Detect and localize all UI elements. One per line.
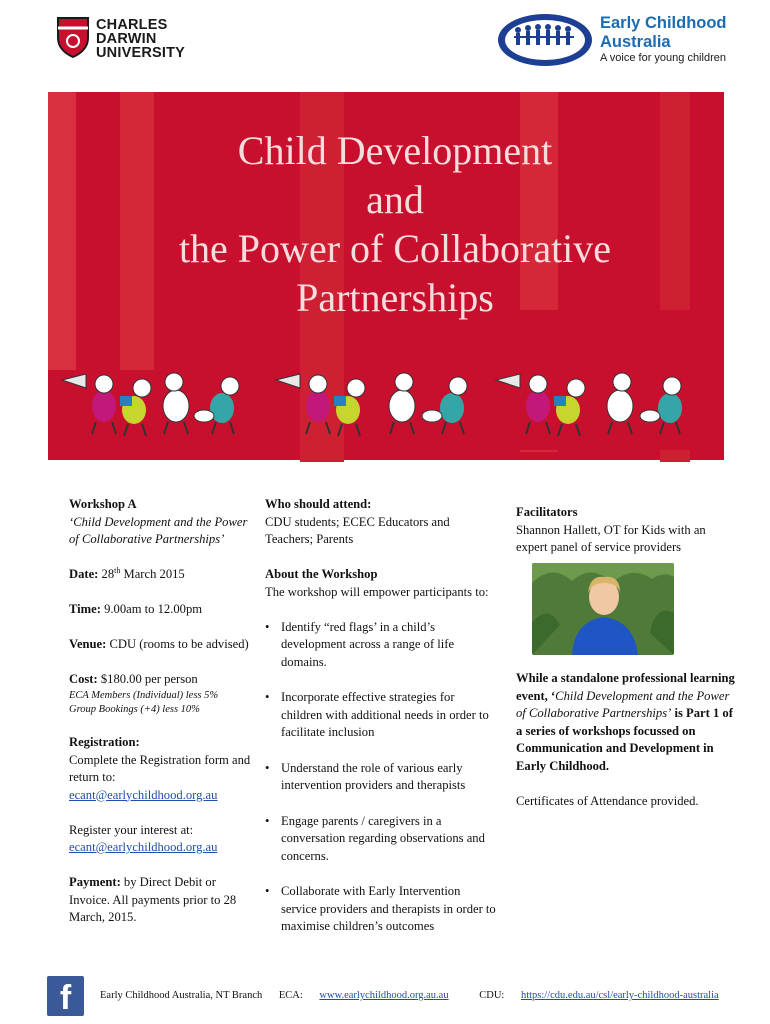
workshop-heading: Workshop A xyxy=(69,497,137,511)
eca-line1: Early Childhood xyxy=(600,14,727,32)
who-heading: Who should attend: xyxy=(265,497,372,511)
facilitators-column xyxy=(516,504,738,810)
cdu-line2: DARWIN xyxy=(96,31,157,47)
page-title xyxy=(0,126,770,322)
workshop-about-column xyxy=(265,496,497,954)
title-line-1: Child Development xyxy=(237,128,553,173)
eca-logo xyxy=(494,8,744,70)
interest-email-link[interactable]: ecant@earlychildhood.org.au xyxy=(69,840,218,854)
series-description: While a standalone professional learning event, ‘Child Development and the Power of Collaborative Partnerships’ is Part 1 of a series of workshops focussed on Communication and Development in Early Childhood. xyxy=(516,671,735,773)
cost-line: Cost: $180.00 per person xyxy=(69,672,198,686)
footer xyxy=(100,990,747,1001)
list-item: • Engage parents / caregivers in a conversation regarding observations and concerns. xyxy=(265,813,497,866)
about-heading: About the Workshop xyxy=(265,567,378,581)
cdu-logo xyxy=(56,16,226,66)
facilitators-heading: Facilitators xyxy=(516,505,578,519)
about-text: The workshop will empower participants to: xyxy=(265,584,489,599)
footer-cdu: CDU: https://cdu.edu.au/csl/early-childhood-australia xyxy=(479,990,719,1001)
payment-line: Payment: by Direct Debit or Invoice. All payments prior to 28 March, 2015. xyxy=(69,875,237,924)
eca-line2: Australia xyxy=(600,33,671,51)
facilitators-text: Shannon Hallett, OT for Kids with an expert panel of service providers xyxy=(516,522,706,554)
cdu-line1: CHARLES xyxy=(96,17,168,33)
discount-groups: Group Bookings (+4) less 10% xyxy=(69,703,200,715)
registration-text: Complete the Registration form and return to: xyxy=(69,752,251,784)
children-circle-icon xyxy=(496,12,594,68)
footer-org: Early Childhood Australia, NT Branch xyxy=(100,990,263,1001)
list-item: • Collaborate with Early Intervention service providers and therapists in order to maximise children’s outcomes xyxy=(265,883,497,936)
title-line-3: the Power of Collaborative xyxy=(178,226,612,271)
workshop-details-column xyxy=(69,496,259,927)
date-line: Date: 28th March 2015 xyxy=(69,565,185,581)
discount-members: ECA Members (Individual) less 5% xyxy=(69,689,219,701)
eca-tagline: A voice for young children xyxy=(600,52,726,64)
outcomes-list xyxy=(265,619,497,936)
facebook-icon[interactable]: f xyxy=(47,976,84,1016)
list-item: • Incorporate effective strategies for children with additional needs in order to facilitate inclusion xyxy=(265,689,497,742)
registration-heading: Registration: xyxy=(69,735,140,749)
title-line-2: and xyxy=(366,177,424,222)
list-item: • Identify “red flags’ in a child’s development across a range of life domains. xyxy=(265,619,497,672)
title-line-4: Partnerships xyxy=(296,275,494,320)
cdu-website-link[interactable]: https://cdu.edu.au/csl/early-childhood-australia xyxy=(520,990,719,1001)
facilitator-photo xyxy=(532,563,674,655)
who-text: CDU students; ECEC Educators and Teachers; Parents xyxy=(265,514,450,546)
venue-line: Venue: CDU (rooms to be advised) xyxy=(69,637,249,651)
eca-website-link[interactable]: www.earlychildhood.org.au.au xyxy=(319,990,449,1001)
workshop-title: ‘Child Development and the Power of Collaborative Partnerships’ xyxy=(69,514,248,546)
list-item: • Understand the role of various early intervention providers and therapists xyxy=(265,760,497,795)
interest-text: Register your interest at: xyxy=(69,822,194,837)
registration-email-link[interactable]: ecant@earlychildhood.org.au xyxy=(69,787,218,802)
certificates-text: Certificates of Attendance provided. xyxy=(516,793,699,808)
cdu-line3: UNIVERSITY xyxy=(96,45,186,61)
time-line: Time: 9.00am to 12.00pm xyxy=(69,602,203,616)
cdu-shield-icon xyxy=(56,16,90,58)
footer-eca: ECA: www.earlychildhood.org.au.au xyxy=(278,990,449,1001)
